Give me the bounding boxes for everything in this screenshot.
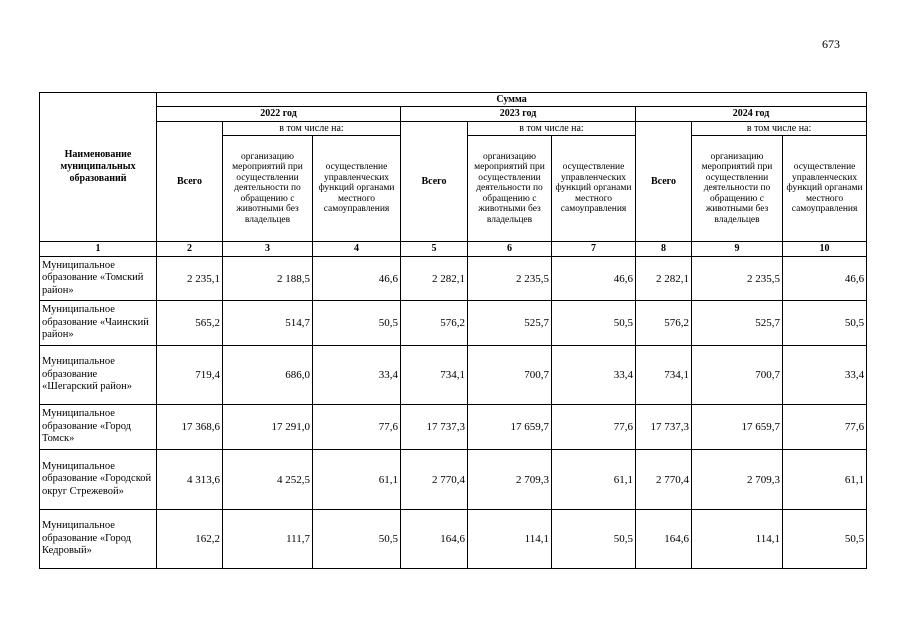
value-cell: 33,4 xyxy=(552,346,636,405)
municipality-name: Муниципальное образование «Чаинский район» xyxy=(40,301,157,346)
value-cell: 33,4 xyxy=(313,346,401,405)
table-row xyxy=(40,346,867,405)
header-management-2022: осуществление управленческих функций органами местного самоуправления xyxy=(313,136,401,242)
value-cell: 61,1 xyxy=(552,450,636,510)
value-cell: 114,1 xyxy=(692,510,783,569)
header-management-2023: осуществление управленческих функций органами местного самоуправления xyxy=(552,136,636,242)
value-cell: 686,0 xyxy=(223,346,313,405)
table-row xyxy=(40,450,867,510)
value-cell: 61,1 xyxy=(313,450,401,510)
value-cell: 33,4 xyxy=(783,346,867,405)
table-row xyxy=(40,257,867,301)
value-cell: 2 282,1 xyxy=(401,257,468,301)
column-number: 3 xyxy=(223,242,313,257)
header-total-2023: Всего xyxy=(401,122,468,242)
header-animals-2022: организацию мероприятий при осуществлении деятельности по обращению с животными без владельцев xyxy=(223,136,313,242)
value-cell: 164,6 xyxy=(636,510,692,569)
value-cell: 50,5 xyxy=(313,510,401,569)
column-number: 2 xyxy=(157,242,223,257)
value-cell: 114,1 xyxy=(468,510,552,569)
header-including-2022: в том числе на: xyxy=(223,122,401,136)
value-cell: 17 737,3 xyxy=(401,405,468,450)
column-number: 9 xyxy=(692,242,783,257)
header-including-2023: в том числе на: xyxy=(468,122,636,136)
value-cell: 2 235,1 xyxy=(157,257,223,301)
value-cell: 576,2 xyxy=(636,301,692,346)
header-management-2024: осуществление управленческих функций органами местного самоуправления xyxy=(783,136,867,242)
column-number: 6 xyxy=(468,242,552,257)
column-number: 1 xyxy=(40,242,157,257)
municipality-name: Муниципальное образование «Город Томск» xyxy=(40,405,157,450)
value-cell: 46,6 xyxy=(313,257,401,301)
value-cell: 17 368,6 xyxy=(157,405,223,450)
value-cell: 2 188,5 xyxy=(223,257,313,301)
table-row xyxy=(40,510,867,569)
value-cell: 17 291,0 xyxy=(223,405,313,450)
value-cell: 50,5 xyxy=(313,301,401,346)
value-cell: 734,1 xyxy=(401,346,468,405)
header-total-2022: Всего xyxy=(157,122,223,242)
value-cell: 4 313,6 xyxy=(157,450,223,510)
header-animals-2023: организацию мероприятий при осуществлении деятельности по обращению с животными без владельцев xyxy=(468,136,552,242)
value-cell: 525,7 xyxy=(692,301,783,346)
table-row xyxy=(40,301,867,346)
value-cell: 162,2 xyxy=(157,510,223,569)
value-cell: 2 282,1 xyxy=(636,257,692,301)
header-year-2022: 2022 год xyxy=(157,107,401,122)
value-cell: 2 770,4 xyxy=(636,450,692,510)
value-cell: 50,5 xyxy=(783,510,867,569)
header-name-column: Наименование муниципальных образований xyxy=(40,93,157,242)
value-cell: 164,6 xyxy=(401,510,468,569)
page-number: 673 xyxy=(822,37,840,51)
municipality-name: Муниципальное образование «Городской округ Стрежевой» xyxy=(40,450,157,510)
value-cell: 2 709,3 xyxy=(468,450,552,510)
value-cell: 2 709,3 xyxy=(692,450,783,510)
column-number-row xyxy=(40,242,867,257)
value-cell: 576,2 xyxy=(401,301,468,346)
column-number: 7 xyxy=(552,242,636,257)
value-cell: 50,5 xyxy=(552,510,636,569)
value-cell: 514,7 xyxy=(223,301,313,346)
value-cell: 111,7 xyxy=(223,510,313,569)
value-cell: 46,6 xyxy=(552,257,636,301)
value-cell: 2 235,5 xyxy=(468,257,552,301)
budget-table xyxy=(39,92,867,569)
header-animals-2024: организацию мероприятий при осуществлении деятельности по обращению с животными без владельцев xyxy=(692,136,783,242)
column-number: 8 xyxy=(636,242,692,257)
column-number: 5 xyxy=(401,242,468,257)
value-cell: 2 235,5 xyxy=(692,257,783,301)
value-cell: 17 659,7 xyxy=(468,405,552,450)
value-cell: 77,6 xyxy=(313,405,401,450)
value-cell: 525,7 xyxy=(468,301,552,346)
value-cell: 565,2 xyxy=(157,301,223,346)
value-cell: 17 737,3 xyxy=(636,405,692,450)
municipality-name: Муниципальное образование «Город Кедровый» xyxy=(40,510,157,569)
value-cell: 77,6 xyxy=(783,405,867,450)
value-cell: 4 252,5 xyxy=(223,450,313,510)
municipality-name: Муниципальное образование «Томский район» xyxy=(40,257,157,301)
column-number: 4 xyxy=(313,242,401,257)
value-cell: 77,6 xyxy=(552,405,636,450)
municipality-name: Муниципальное образование «Шегарский район» xyxy=(40,346,157,405)
header-sum: Сумма xyxy=(157,93,867,107)
value-cell: 2 770,4 xyxy=(401,450,468,510)
value-cell: 17 659,7 xyxy=(692,405,783,450)
value-cell: 734,1 xyxy=(636,346,692,405)
value-cell: 50,5 xyxy=(783,301,867,346)
header-including-2024: в том числе на: xyxy=(692,122,867,136)
header-year-2023: 2023 год xyxy=(401,107,636,122)
value-cell: 46,6 xyxy=(783,257,867,301)
header-total-2024: Всего xyxy=(636,122,692,242)
value-cell: 50,5 xyxy=(552,301,636,346)
table-row xyxy=(40,405,867,450)
value-cell: 700,7 xyxy=(692,346,783,405)
value-cell: 719,4 xyxy=(157,346,223,405)
column-number: 10 xyxy=(783,242,867,257)
header-year-2024: 2024 год xyxy=(636,107,867,122)
value-cell: 61,1 xyxy=(783,450,867,510)
value-cell: 700,7 xyxy=(468,346,552,405)
